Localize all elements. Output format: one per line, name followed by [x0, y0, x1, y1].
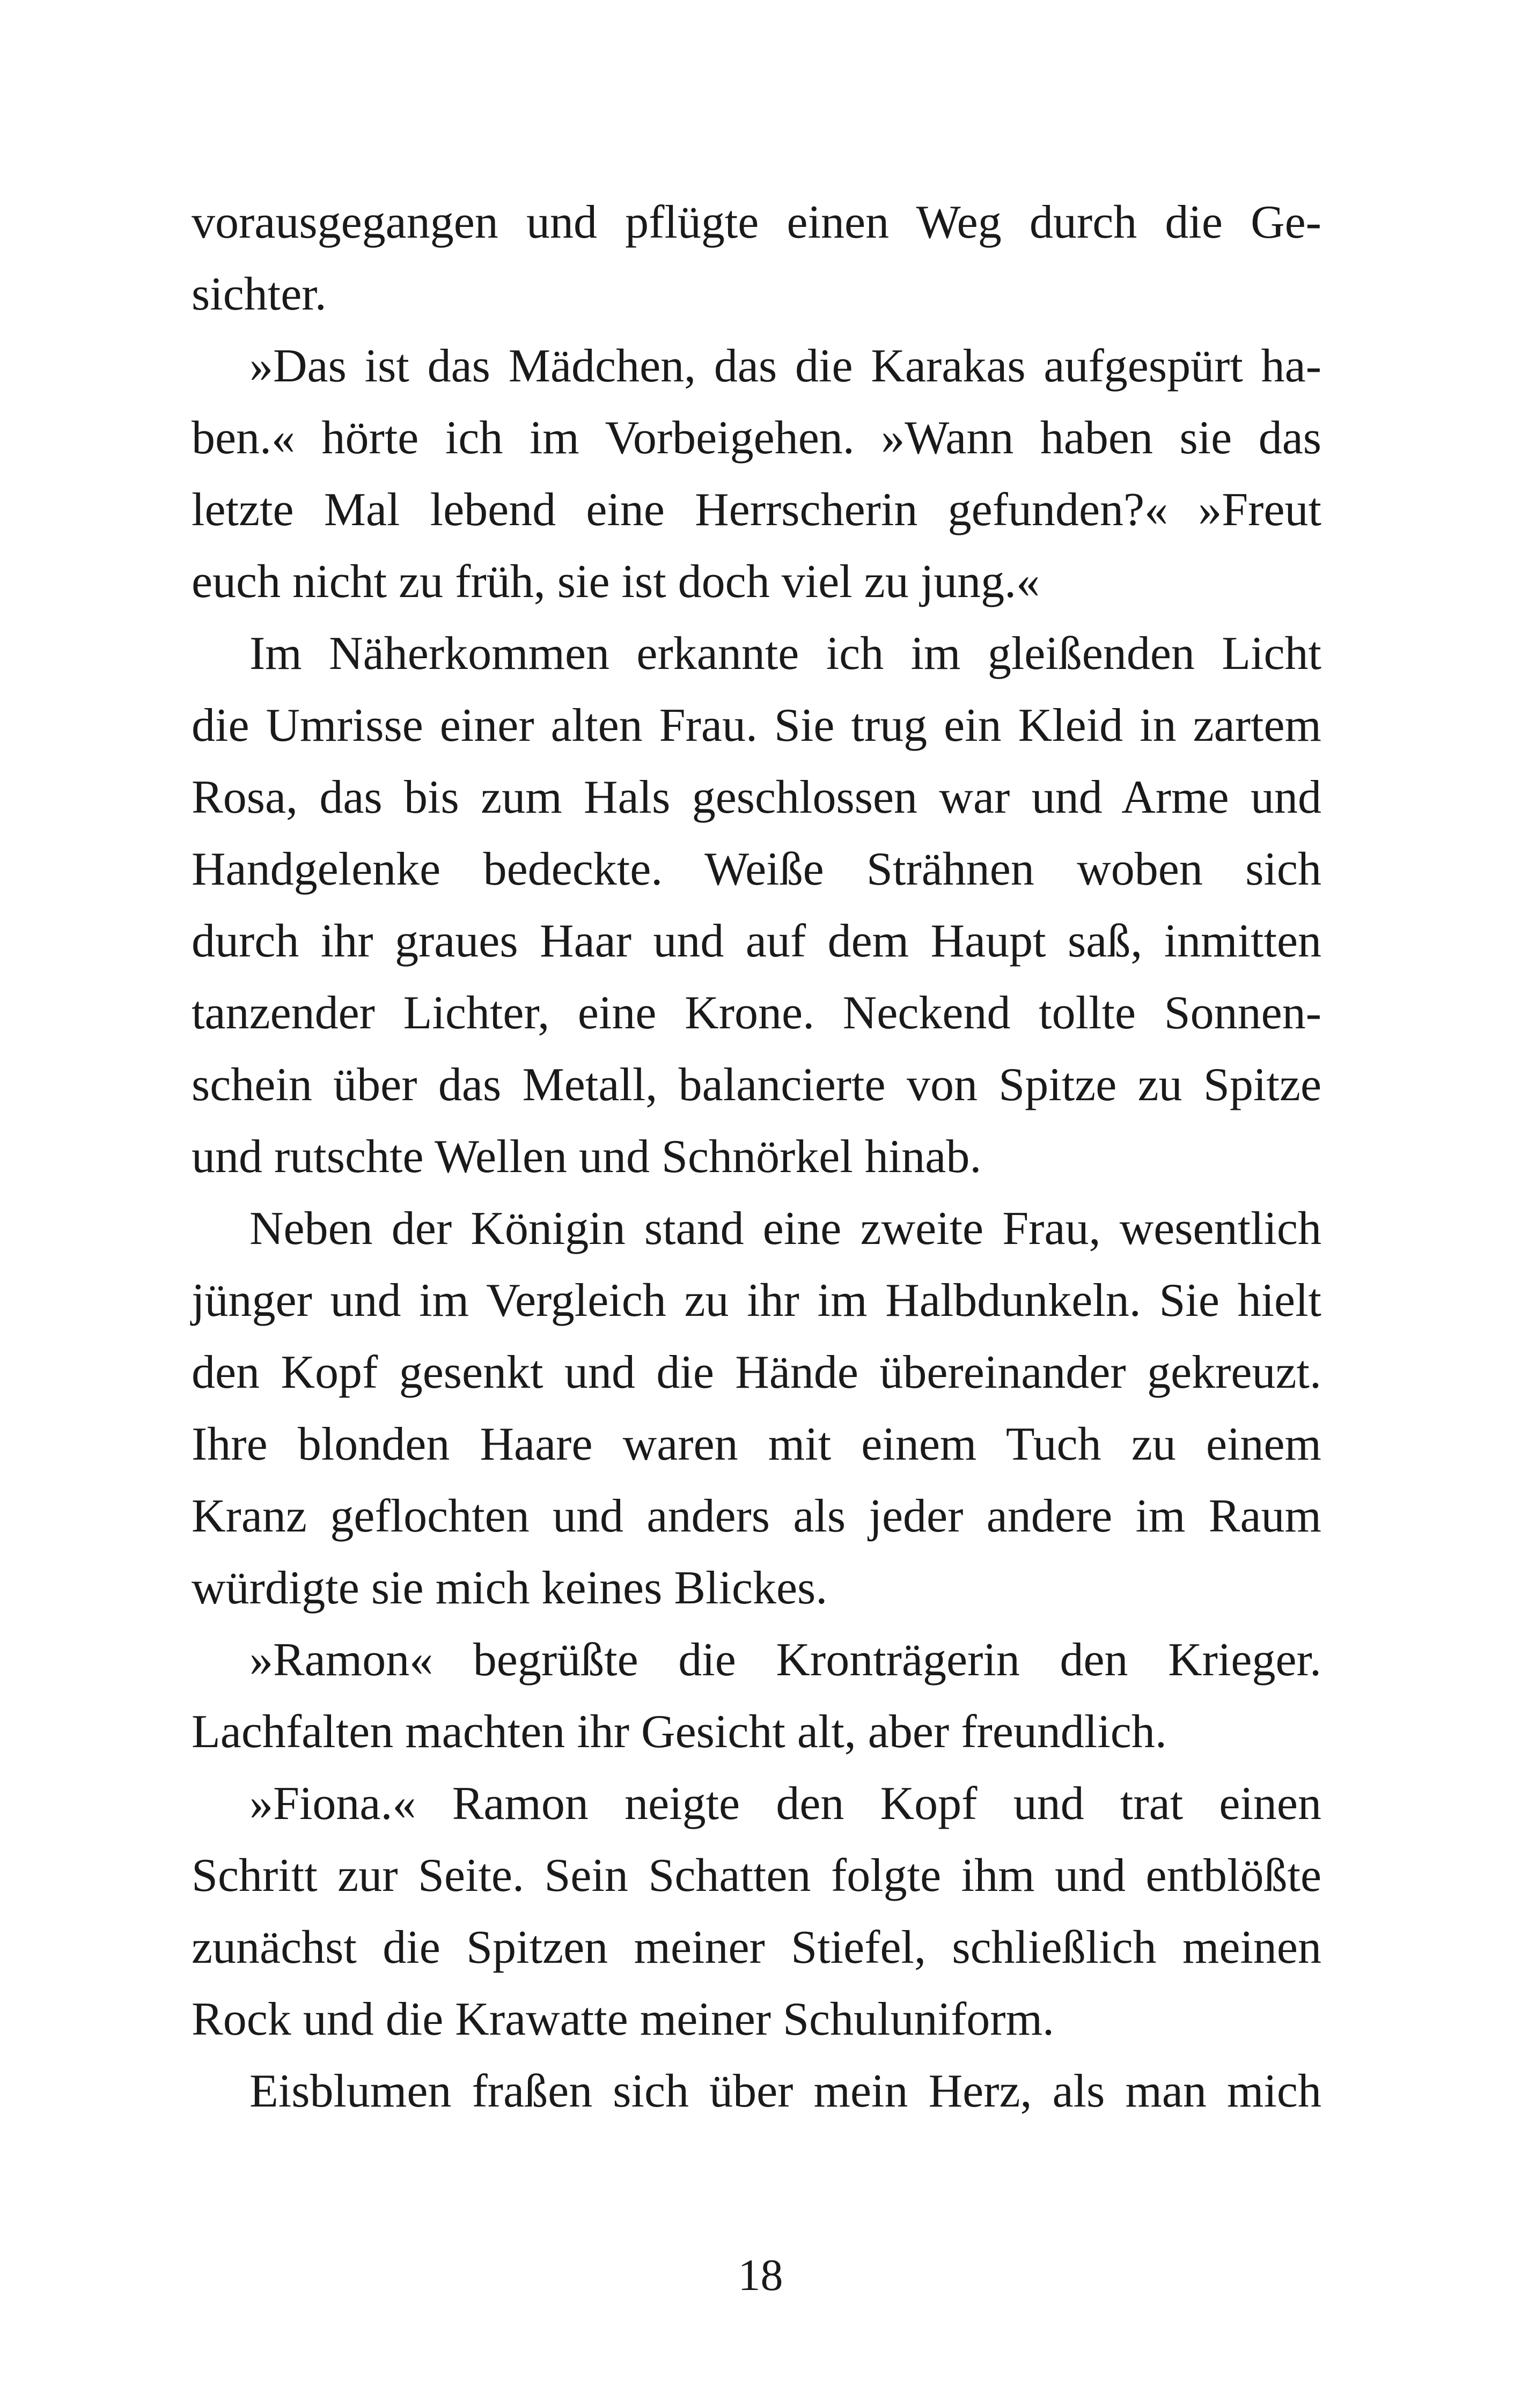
- text-line: durch ihr graues Haar und auf dem Haupt saß, inmitten: [192, 915, 1321, 967]
- text-line: »Ramon« begrüßte die Kronträgerin den Krieger.: [249, 1634, 1321, 1686]
- text-line: tanzender Lichter, eine Krone. Neckend tollte Sonnen-: [192, 987, 1321, 1039]
- text-line: »Fiona.« Ramon neigte den Kopf und trat einen: [249, 1778, 1321, 1830]
- text-line: Rock und die Krawatte meiner Schuluniform.: [192, 1993, 1055, 2045]
- page-number: 18: [738, 2250, 783, 2300]
- text-line: sichter.: [192, 268, 327, 320]
- text-line: letzte Mal lebend eine Herrscherin gefunden?« »Freut: [192, 484, 1321, 536]
- text-line: Rosa, das bis zum Hals geschlossen war und Arme und: [192, 771, 1321, 823]
- text-line: Lachfalten machten ihr Gesicht alt, aber freundlich.: [192, 1706, 1167, 1758]
- text-line: »Das ist das Mädchen, das die Karakas aufgespürt ha-: [249, 340, 1321, 392]
- text-line: den Kopf gesenkt und die Hände übereinander gekreuzt.: [192, 1346, 1321, 1398]
- paragraph: [192, 1624, 1321, 1768]
- text-line: Im Näherkommen erkannte ich im gleißenden Licht: [249, 628, 1321, 680]
- text-line: Eisblumen fraßen sich über mein Herz, als man mich: [249, 2065, 1321, 2117]
- paragraph: [192, 618, 1321, 1193]
- paragraph: [192, 1193, 1321, 1624]
- text-line: Schritt zur Seite. Sein Schatten folgte ihm und entblößte: [192, 1850, 1321, 1902]
- text-line: ben.« hörte ich im Vorbeigehen. »Wann haben sie das: [192, 412, 1321, 464]
- body-text: [192, 187, 1321, 2127]
- paragraph: [192, 1768, 1321, 2056]
- text-line: zunächst die Spitzen meiner Stiefel, schließlich meinen: [192, 1921, 1321, 1973]
- text-line: jünger und im Vergleich zu ihr im Halbdunkeln. Sie hielt: [192, 1275, 1321, 1327]
- text-line: euch nicht zu früh, sie ist doch viel zu jung.«: [192, 556, 1040, 608]
- text-line: und rutschte Wellen und Schnörkel hinab.: [192, 1131, 982, 1183]
- text-line: die Umrisse einer alten Frau. Sie trug ein Kleid in zartem: [192, 699, 1321, 752]
- text-line: würdigte sie mich keines Blickes.: [192, 1562, 828, 1614]
- text-line: Kranz geflochten und anders als jeder andere im Raum: [192, 1490, 1321, 1542]
- paragraph: [192, 330, 1321, 618]
- text-line: vorausgegangen und pflügte einen Weg durch die Ge-: [192, 196, 1321, 248]
- text-line: Ihre blonden Haare waren mit einem Tuch zu einem: [192, 1418, 1321, 1470]
- paragraph: [192, 187, 1321, 330]
- text-line: schein über das Metall, balancierte von Spitze zu Spitze: [192, 1059, 1321, 1111]
- paragraph: [192, 2056, 1321, 2127]
- text-line: Handgelenke bedeckte. Weiße Strähnen woben sich: [192, 843, 1321, 895]
- text-line: Neben der Königin stand eine zweite Frau, wesentlich: [249, 1203, 1321, 1255]
